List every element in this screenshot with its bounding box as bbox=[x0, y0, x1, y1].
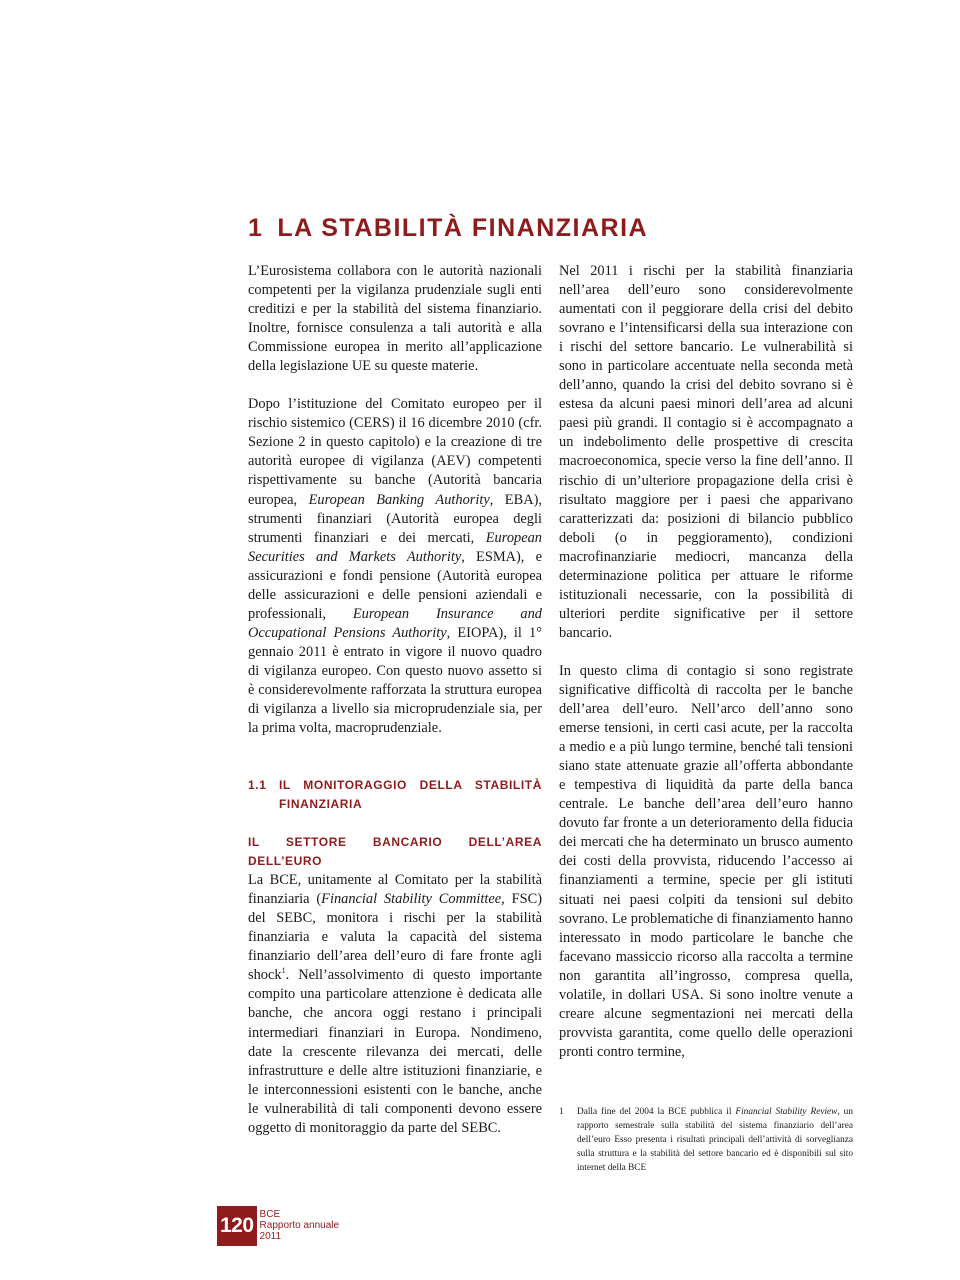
footer-publication bbox=[260, 1206, 340, 1242]
footnote-text: Dalla fine del 2004 la BCE pubblica il Financial Stability Review, un rapporto semestrale sulla stabilità del sistema finanziario dell’area dell’euro Esso presenta i risultati principali dell’attività di sorveglianza sulla struttura e la stabilità del settore bancario ed è disponibili sul sito internet della BCE bbox=[577, 1107, 853, 1173]
contagion-paragraph: In questo clima di contagio si sono registrate significative difficoltà di raccolta per le banche dell’area dell’euro. Nell’arco dell’anno sono emerse tensioni, in certi casi acute, per la raccolta a medio e a più lungo termine, benché tali tensioni siano state attenuate grazie all’offerta abbondante e tempestiva di liquidità da parte della banca centrale. Le banche dell’area dell’euro hanno dovuto far fronte a un deterioramento della fiducia dei mercati che ha determinato un brusco aumento dei costi della provvista, riducendo l’accesso ai finanziamenti a termine, specie per gli istituti situati nei paesi colpiti da tensioni sul debito sovrano. Le problematiche di finanziamento hanno interessato in modo particolare le banche che facevano massiccio ricorso alla raccolta a termine non garantita all’ingrosso, compresa quella, volatile, in dollari USA. Si sono inoltre venute a creare alcune segmentazioni nei mercati della provvista garantita, come quello delle operazioni pronti contro termine, bbox=[559, 662, 853, 1060]
footnote-reference[interactable]: 1 bbox=[281, 966, 286, 976]
intro-paragraph: L’Eurosistema collabora con le autorità nazionali competenti per la vigilanza prudenziale sugli enti creditizi e per la stabilità del sistema finanziario. Inoltre, fornisce consulenza a tali autorità e alla Commissione europea in merito all’applicazione della legislazione UE su queste materie. bbox=[248, 263, 542, 375]
risk-paragraph: Nel 2011 i rischi per la stabilità finanziaria nell’area dell’euro sono considerevolmente aumentati con il peggiorare della crisi del debito sovrano e l’intensificarsi della sua interazione con i rischi del settore bancario. Le vulnerabilità si sono in particolare accentuate nella seconda metà dell’anno, quando la crisi del debito sovrano si è estesa da alcuni paesi minori dell’area ad alcuni paesi più grandi. Il contagio si è accompagnato a un indebolimento delle prospettive di crescita macroeconomica, specie verso la fine dell’anno. Il rischio di un’ulteriore propagazione della crisi è risultato maggiore per i paesi che apparivano caratterizzati da: posizioni di bilancio pubblico deboli (o in peggioramento), condizioni macrofinanziarie mediocri, mancanza della determinazione politica per attuare le riforme istituzionali necessarie, con la possibilità di ulteriori perdite significative per il settore bancario. bbox=[559, 263, 853, 641]
section-title: IL MONITORAGGIO DELLA STABILITÀ FINANZIARIA bbox=[279, 778, 542, 812]
left-column bbox=[248, 262, 542, 1138]
footer-year: 2011 bbox=[259, 1231, 282, 1242]
footer-publisher: BCE bbox=[259, 1209, 281, 1220]
footer-report-title: Rapporto annuale bbox=[259, 1220, 340, 1231]
chapter-title bbox=[248, 214, 648, 243]
monitoring-paragraph: La BCE, unitamente al Comitato per la stabilità finanziaria (Financial Stability Committee, FSC) del SEBC, monitora i rischi per la stabilità finanziaria e valuta la capacità del sistema finanziario dell’area dell’euro di fare fronte agli shock$^1$. Nell’assolvimento di questo importante compito una particolare attenzione è dedicata alle banche, che ancora oggi restano i principali intermediari finanziari in Europa. Nondimeno, date la crescente rilevanza dei mercati, delle infrastrutture e delle altre istituzioni finanziarie, e le interconnessioni esistenti con le banche, anche le vulnerabilità di tali componenti devono essere oggetto di monitoraggio da parte del SEBC. bbox=[248, 872, 542, 1136]
section-number: 1.1 bbox=[248, 778, 267, 793]
page-footer bbox=[217, 1206, 339, 1246]
right-column bbox=[559, 262, 853, 1062]
chapter-number: 1 bbox=[248, 214, 264, 242]
page-number: 120 bbox=[217, 1206, 257, 1246]
chapter-title-text: LA STABILITÀ FINANZIARIA bbox=[277, 214, 649, 242]
section-heading bbox=[248, 776, 542, 814]
footnote bbox=[559, 1105, 853, 1175]
subsection-heading: IL SETTORE BANCARIO DELL’AREA DELL’EURO bbox=[248, 835, 542, 869]
footnote-number: 1 bbox=[559, 1107, 564, 1117]
framework-paragraph: Dopo l’istituzione del Comitato europeo per il rischio sistemico (CERS) il 16 dicembre 2010 (cfr. Sezione 2 in questo capitolo) e la creazione di tre autorità europee di vigilanza (AEV) competenti rispettivamente su banche (Autorità bancaria europea, European Banking Authority, EBA), strumenti finanziari (Autorità europea degli strumenti finanziari e dei mercati, European Securities and Markets Authority, ESMA), e assicurazioni e fondi pensione (Autorità europea delle assicurazioni e delle pensioni aziendali e professionali, European Insurance and Occupational Pensions Authority, EIOPA), il 1° gennaio 2011 è entrato in vigore il nuovo quadro di vigilanza europeo. Con questo nuovo assetto si è considerevolmente rafforzata la struttura europea di vigilanza a livello sia microprudenziale sia, per la prima volta, macroprudenziale. bbox=[248, 396, 542, 737]
